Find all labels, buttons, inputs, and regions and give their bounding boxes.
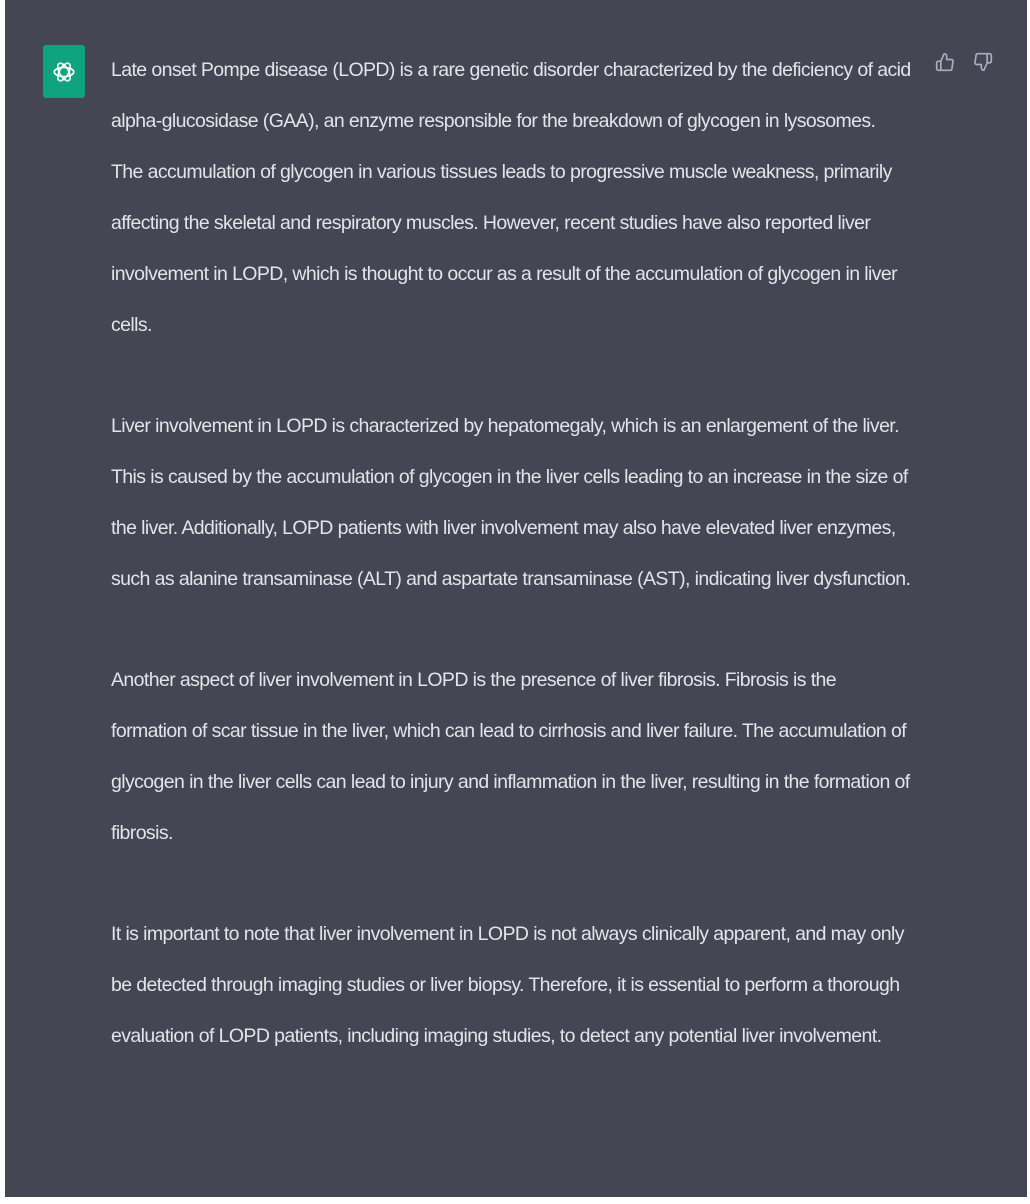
- chat-message-panel: [5, 0, 1027, 1197]
- message-paragraph: Late onset Pompe disease (LOPD) is a rare genetic disorder characterized by the deficiency of acid alpha-glucosidase (GAA), an enzyme responsible for the breakdown of glycogen in lysosomes. The accumulation of glycogen in various tissues leads to progressive muscle weakness, primarily affecting the skeletal and respiratory muscles. However, recent studies have also reported liver involvement in LOPD, which is thought to occur as a result of the accumulation of glycogen in liver cells.: [111, 59, 911, 336]
- thumbs-up-icon: [935, 52, 955, 72]
- thumbs-down-button[interactable]: [971, 50, 995, 74]
- message-paragraph: Liver involvement in LOPD is characterized by hepatomegaly, which is an enlargement of the liver. This is caused by the accumulation of glycogen in the liver cells leading to an increase in the size of the liver. Additionally, LOPD patients with liver involvement may also have elevated liver enzymes, such as alanine transaminase (ALT) and aspartate transaminase (AST), indicating liver dysfunction.: [111, 415, 911, 590]
- openai-logo-icon: [51, 59, 77, 85]
- thumbs-up-button[interactable]: [933, 50, 957, 74]
- thumbs-down-icon: [973, 52, 993, 72]
- message-paragraph: Another aspect of liver involvement in LOPD is the presence of liver fibrosis. Fibrosis is the formation of scar tissue in the liver, which can lead to cirrhosis and liver failure. The accumulation of glycogen in the liver cells can lead to injury and inflammation in the liver, resulting in the formation of fibrosis.: [111, 669, 910, 844]
- assistant-message: [111, 45, 911, 1062]
- message-paragraph: It is important to note that liver involvement in LOPD is not always clinically apparent, and may only be detected through imaging studies or liver biopsy. Therefore, it is essential to perform a thorough evaluation of LOPD patients, including imaging studies, to detect any potential liver involvement.: [111, 923, 904, 1047]
- assistant-avatar: [43, 45, 85, 98]
- feedback-actions: [933, 50, 995, 74]
